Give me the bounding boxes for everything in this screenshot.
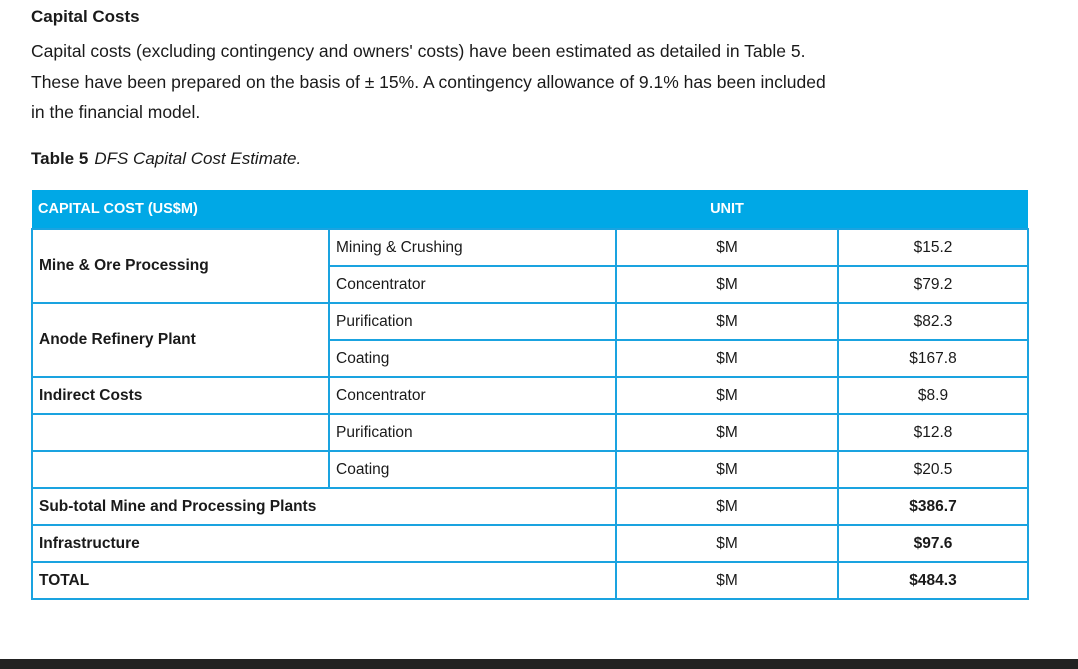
subtotal-row [32,488,1028,525]
value-cell: $167.8 [838,340,1028,377]
category-cell-empty [32,414,329,451]
bottom-bar [0,659,1078,669]
value-cell: $15.2 [838,229,1028,266]
subtotal-label: Sub-total Mine and Processing Plants [32,488,616,525]
table-caption-title: DFS Capital Cost Estimate. [94,149,302,168]
header-unit: UNIT [616,190,838,229]
value-cell: $8.9 [838,377,1028,414]
paragraph-line: These have been prepared on the basis of ± 15%. A contingency allowance of 9.1% has been included [31,72,826,92]
paragraph-line: Capital costs (excluding contingency and owners' costs) have been estimated as detailed in Table 5. [31,41,806,61]
item-cell: Coating [329,340,616,377]
category-cell: Indirect Costs [32,377,329,414]
value-cell: $79.2 [838,266,1028,303]
item-cell: Purification [329,303,616,340]
table-header-row [32,190,1028,229]
header-capital-cost: CAPITAL COST (US$M) [32,190,616,229]
unit-cell: $M [616,303,838,340]
unit-cell: $M [616,451,838,488]
value-cell: $12.8 [838,414,1028,451]
category-cell-empty [32,451,329,488]
section-heading: Capital Costs [31,7,140,26]
item-cell: Coating [329,451,616,488]
infrastructure-row [32,525,1028,562]
total-row [32,562,1028,599]
table-row [32,451,1028,488]
paragraph-line: in the financial model. [31,102,201,122]
unit-cell: $M [616,414,838,451]
table-row [32,377,1028,414]
unit-cell: $M [616,266,838,303]
total-label: TOTAL [32,562,616,599]
item-cell: Concentrator [329,377,616,414]
unit-cell: $M [616,229,838,266]
infrastructure-label: Infrastructure [32,525,616,562]
category-cell: Mine & Ore Processing [32,229,329,303]
subtotal-value: $386.7 [838,488,1028,525]
table-caption [31,149,301,169]
category-cell: Anode Refinery Plant [32,303,329,377]
header-value [838,190,1028,229]
value-cell: $82.3 [838,303,1028,340]
table-row [32,303,1028,340]
capital-cost-table [31,190,1029,600]
infrastructure-value: $97.6 [838,525,1028,562]
unit-cell: $M [616,562,838,599]
unit-cell: $M [616,488,838,525]
unit-cell: $M [616,340,838,377]
item-cell: Mining & Crushing [329,229,616,266]
item-cell: Concentrator [329,266,616,303]
value-cell: $20.5 [838,451,1028,488]
unit-cell: $M [616,525,838,562]
table-row [32,229,1028,266]
item-cell: Purification [329,414,616,451]
table-row [32,414,1028,451]
table-caption-label: Table 5 [31,149,89,168]
total-value: $484.3 [838,562,1028,599]
unit-cell: $M [616,377,838,414]
